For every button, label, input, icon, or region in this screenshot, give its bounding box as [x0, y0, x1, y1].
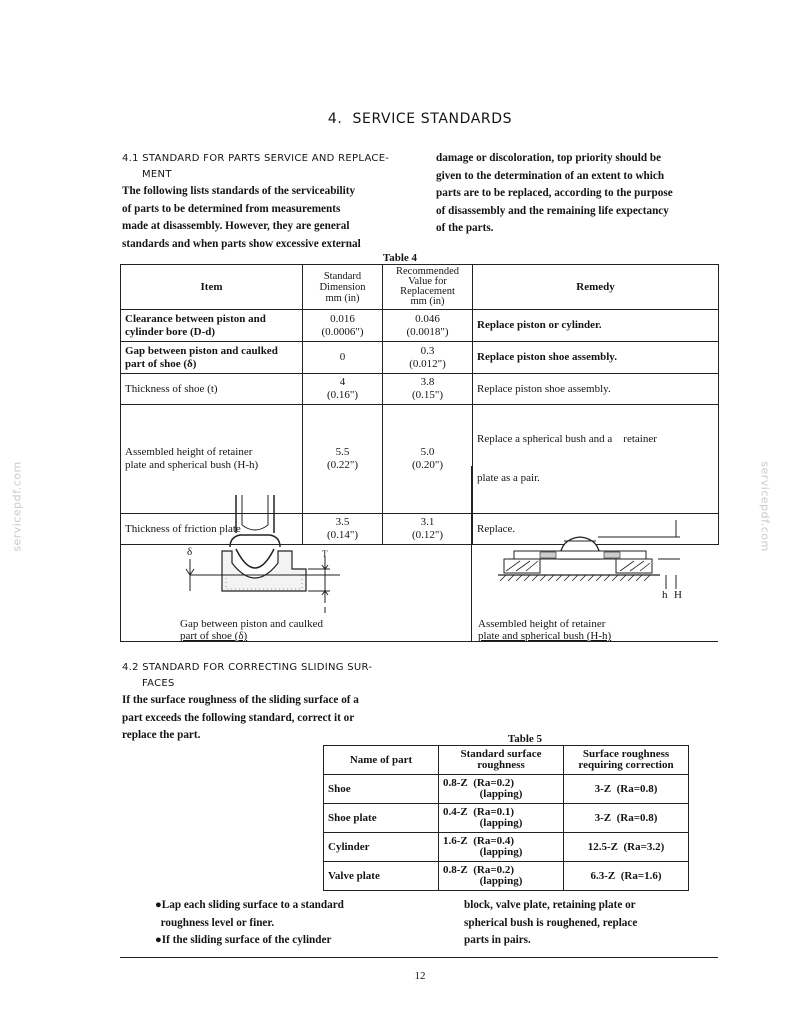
- cell-standard: [303, 310, 383, 342]
- cell-standard: [439, 833, 564, 862]
- cell-line: Gap between piston and caulked: [125, 344, 278, 357]
- cell-name: Valve plate: [324, 862, 439, 891]
- cell-requiring: 6.3-Z (Ra=1.6): [564, 862, 689, 891]
- cell-line: plate as a pair.: [477, 472, 540, 484]
- paragraph-line: of parts to be determined from measurements: [122, 202, 341, 215]
- table-row: [324, 833, 689, 862]
- cell-recommended: [383, 374, 473, 405]
- cell-line: 5.5: [335, 446, 350, 458]
- cell-item: [121, 310, 303, 342]
- cell-line: plate and spherical bush (H-h): [125, 459, 259, 471]
- cell-line: 0.8-Z (Ra=0.2): [443, 864, 515, 876]
- cell-recommended: [383, 342, 473, 374]
- page-title: 4. SERVICE STANDARDS: [327, 111, 513, 127]
- paragraph-line: standards and when parts show excessive external: [122, 237, 361, 250]
- cell-line: part of shoe (δ): [125, 357, 197, 370]
- retainer-bush-diagram: [490, 515, 690, 595]
- section-4-2: [122, 660, 422, 745]
- header-line: Standard surface: [460, 748, 542, 760]
- cell-line: (0.22"): [326, 459, 359, 471]
- cell-recommended: [383, 514, 473, 545]
- page-number: 12: [414, 970, 426, 982]
- cell-recommended: [383, 310, 473, 342]
- paragraph-line: made at disassembly. However, they are general: [122, 220, 350, 232]
- cell-line: (0.15"): [411, 389, 444, 401]
- paragraph-line: If the surface roughness of the sliding surface of a: [122, 694, 359, 706]
- section-heading: 4.2 STANDARD FOR CORRECTING SLIDING SUR-: [122, 662, 373, 673]
- cell-line: Thickness of shoe (t): [125, 382, 218, 395]
- cell-line: (lapping): [479, 875, 523, 887]
- cell-line: 1.6-Z (Ra=0.4): [443, 835, 515, 847]
- note-line: parts in pairs.: [464, 934, 531, 946]
- cell-standard: [303, 342, 383, 374]
- paragraph-line: damage or discoloration, top priority should be: [436, 152, 662, 164]
- bottom-rule: [120, 957, 718, 958]
- table-row: [121, 342, 719, 374]
- notes-left: [155, 897, 435, 950]
- paragraph-line: of disassembly and the remaining life expectancy: [436, 204, 669, 217]
- cell-requiring: 12.5-Z (Ra=3.2): [564, 833, 689, 862]
- header-line: Value for: [408, 276, 447, 287]
- header-line: Replacement: [400, 286, 455, 297]
- header-line: Surface roughness: [582, 748, 670, 760]
- cell-line: (lapping): [479, 788, 523, 800]
- caption-line: plate and spherical bush (H-h): [478, 630, 612, 642]
- section-heading-cont: MENT: [142, 169, 172, 180]
- table-5: [323, 745, 689, 891]
- cell-line: Thickness of friction plate: [125, 522, 241, 535]
- header-item: Item: [121, 265, 303, 310]
- header-requiring-correction: [564, 746, 689, 775]
- figure-right-caption: [478, 618, 611, 642]
- cell-line: 3.5: [335, 516, 350, 528]
- header-line: Recommended: [396, 266, 459, 277]
- cell-standard: [439, 862, 564, 891]
- section-4-1: [122, 151, 422, 253]
- table-row: [121, 374, 719, 405]
- header-standard-dimension: [303, 265, 383, 310]
- cell-line: (0.12"): [411, 529, 444, 541]
- header-line: roughness: [477, 759, 525, 771]
- header-line: mm (in): [325, 292, 360, 304]
- cell-line: Replace a spherical bush and a retainer: [477, 433, 657, 445]
- cell-line: 5.0: [420, 446, 435, 458]
- label-delta: δ: [187, 546, 193, 558]
- label-t: T: [322, 549, 328, 559]
- cell-remedy: [473, 374, 719, 405]
- figure-frame-left-border: [120, 466, 121, 642]
- paragraph-line: replace the part.: [122, 729, 201, 741]
- paragraph-line: of the parts.: [436, 222, 494, 234]
- notes-right: [464, 897, 724, 950]
- cell-line: (0.012"): [409, 357, 446, 370]
- note-line: spherical bush is roughened, replace: [464, 916, 638, 929]
- figure-left-caption: [180, 618, 323, 642]
- cell-requiring: 3-Z (Ra=0.8): [564, 804, 689, 833]
- cell-item: [121, 374, 303, 405]
- table4-caption: Table 4: [382, 252, 418, 264]
- cell-line: Assembled height of retainer: [125, 446, 253, 458]
- figure-frame-divider: [471, 466, 472, 642]
- cell-line: 0: [339, 351, 346, 363]
- cell-name: Shoe: [324, 775, 439, 804]
- table-row: [121, 310, 719, 342]
- cell-name: Shoe plate: [324, 804, 439, 833]
- cell-remedy: [473, 405, 719, 514]
- cell-remedy: [473, 310, 719, 342]
- header-recommended-value: [383, 265, 473, 310]
- table-header-row: [324, 746, 689, 775]
- header-remedy: Remedy: [473, 265, 719, 310]
- cell-line: (0.20"): [411, 459, 444, 471]
- cell-line: (lapping): [479, 817, 523, 829]
- cell-line: (0.0006"): [321, 325, 364, 338]
- cell-line: Replace piston or cylinder.: [477, 319, 602, 331]
- cell-standard: [439, 775, 564, 804]
- note-line: roughness level or finer.: [155, 916, 275, 929]
- cell-line: 0.8-Z (Ra=0.2): [443, 777, 515, 789]
- cell-recommended: [383, 405, 473, 514]
- header-name-of-part: Name of part: [324, 746, 439, 775]
- note-line: ●Lap each sliding surface to a standard: [155, 899, 344, 911]
- cell-line: 3.1: [420, 516, 435, 528]
- section-heading: 4.1 STANDARD FOR PARTS SERVICE AND REPLACE-: [122, 153, 390, 164]
- caption-line: Gap between piston and caulked: [180, 618, 323, 630]
- cell-line: (0.16"): [326, 389, 359, 401]
- label-H: H: [674, 589, 682, 601]
- paragraph-line: part exceeds the following standard, correct it or: [122, 711, 355, 724]
- cell-remedy: [473, 342, 719, 374]
- cell-line: (0.0018"): [406, 325, 449, 338]
- header-line: mm (in): [410, 296, 445, 307]
- table5-caption: Table 5: [507, 733, 543, 745]
- cell-requiring: 3-Z (Ra=0.8): [564, 775, 689, 804]
- section-heading-cont: FACES: [142, 678, 175, 689]
- cell-line: 0.016: [330, 312, 355, 325]
- cell-line: (0.14"): [326, 529, 359, 541]
- note-line: block, valve plate, retaining plate or: [464, 899, 636, 911]
- cell-item: [121, 342, 303, 374]
- paragraph-line: The following lists standards of the serviceability: [122, 185, 356, 197]
- cell-standard: [439, 804, 564, 833]
- cell-line: Replace.: [477, 522, 516, 535]
- cell-standard: [303, 374, 383, 405]
- cell-line: 0.046: [415, 312, 440, 325]
- header-line: Dimension: [319, 281, 366, 293]
- cell-line: (lapping): [479, 846, 523, 858]
- paragraph-line: given to the determination of an extent to which: [436, 169, 665, 182]
- header-line: Standard: [323, 270, 362, 282]
- cell-line: cylinder bore (D-d): [125, 325, 216, 338]
- table-row: [324, 775, 689, 804]
- cell-line: 0.3: [420, 344, 435, 357]
- cell-line: Replace piston shoe assembly.: [477, 351, 617, 363]
- watermark-left: servicepdf.com: [10, 461, 24, 552]
- table-row: [324, 862, 689, 891]
- caption-line: part of shoe (δ): [180, 630, 248, 642]
- label-h: h: [662, 589, 668, 601]
- note-line: ●If the sliding surface of the cylinder: [155, 934, 332, 946]
- cell-line: 3.8: [420, 376, 435, 388]
- header-standard-roughness: [439, 746, 564, 775]
- table-row: [324, 804, 689, 833]
- cell-line: 4: [339, 376, 346, 388]
- cell-line: Replace piston shoe assembly.: [477, 382, 611, 395]
- section-4-1-right-column: [436, 150, 736, 238]
- watermark-right: servicepdf.com: [758, 461, 772, 552]
- table-header-row: [121, 265, 719, 310]
- paragraph-line: parts are to be replaced, according to the purpose: [436, 187, 673, 199]
- caption-line: Assembled height of retainer: [478, 618, 606, 630]
- cell-line: 0.4-Z (Ra=0.1): [443, 806, 515, 818]
- cell-name: Cylinder: [324, 833, 439, 862]
- cell-line: Clearance between piston and: [125, 312, 266, 325]
- header-line: requiring correction: [578, 759, 674, 771]
- piston-shoe-diagram: [170, 495, 340, 613]
